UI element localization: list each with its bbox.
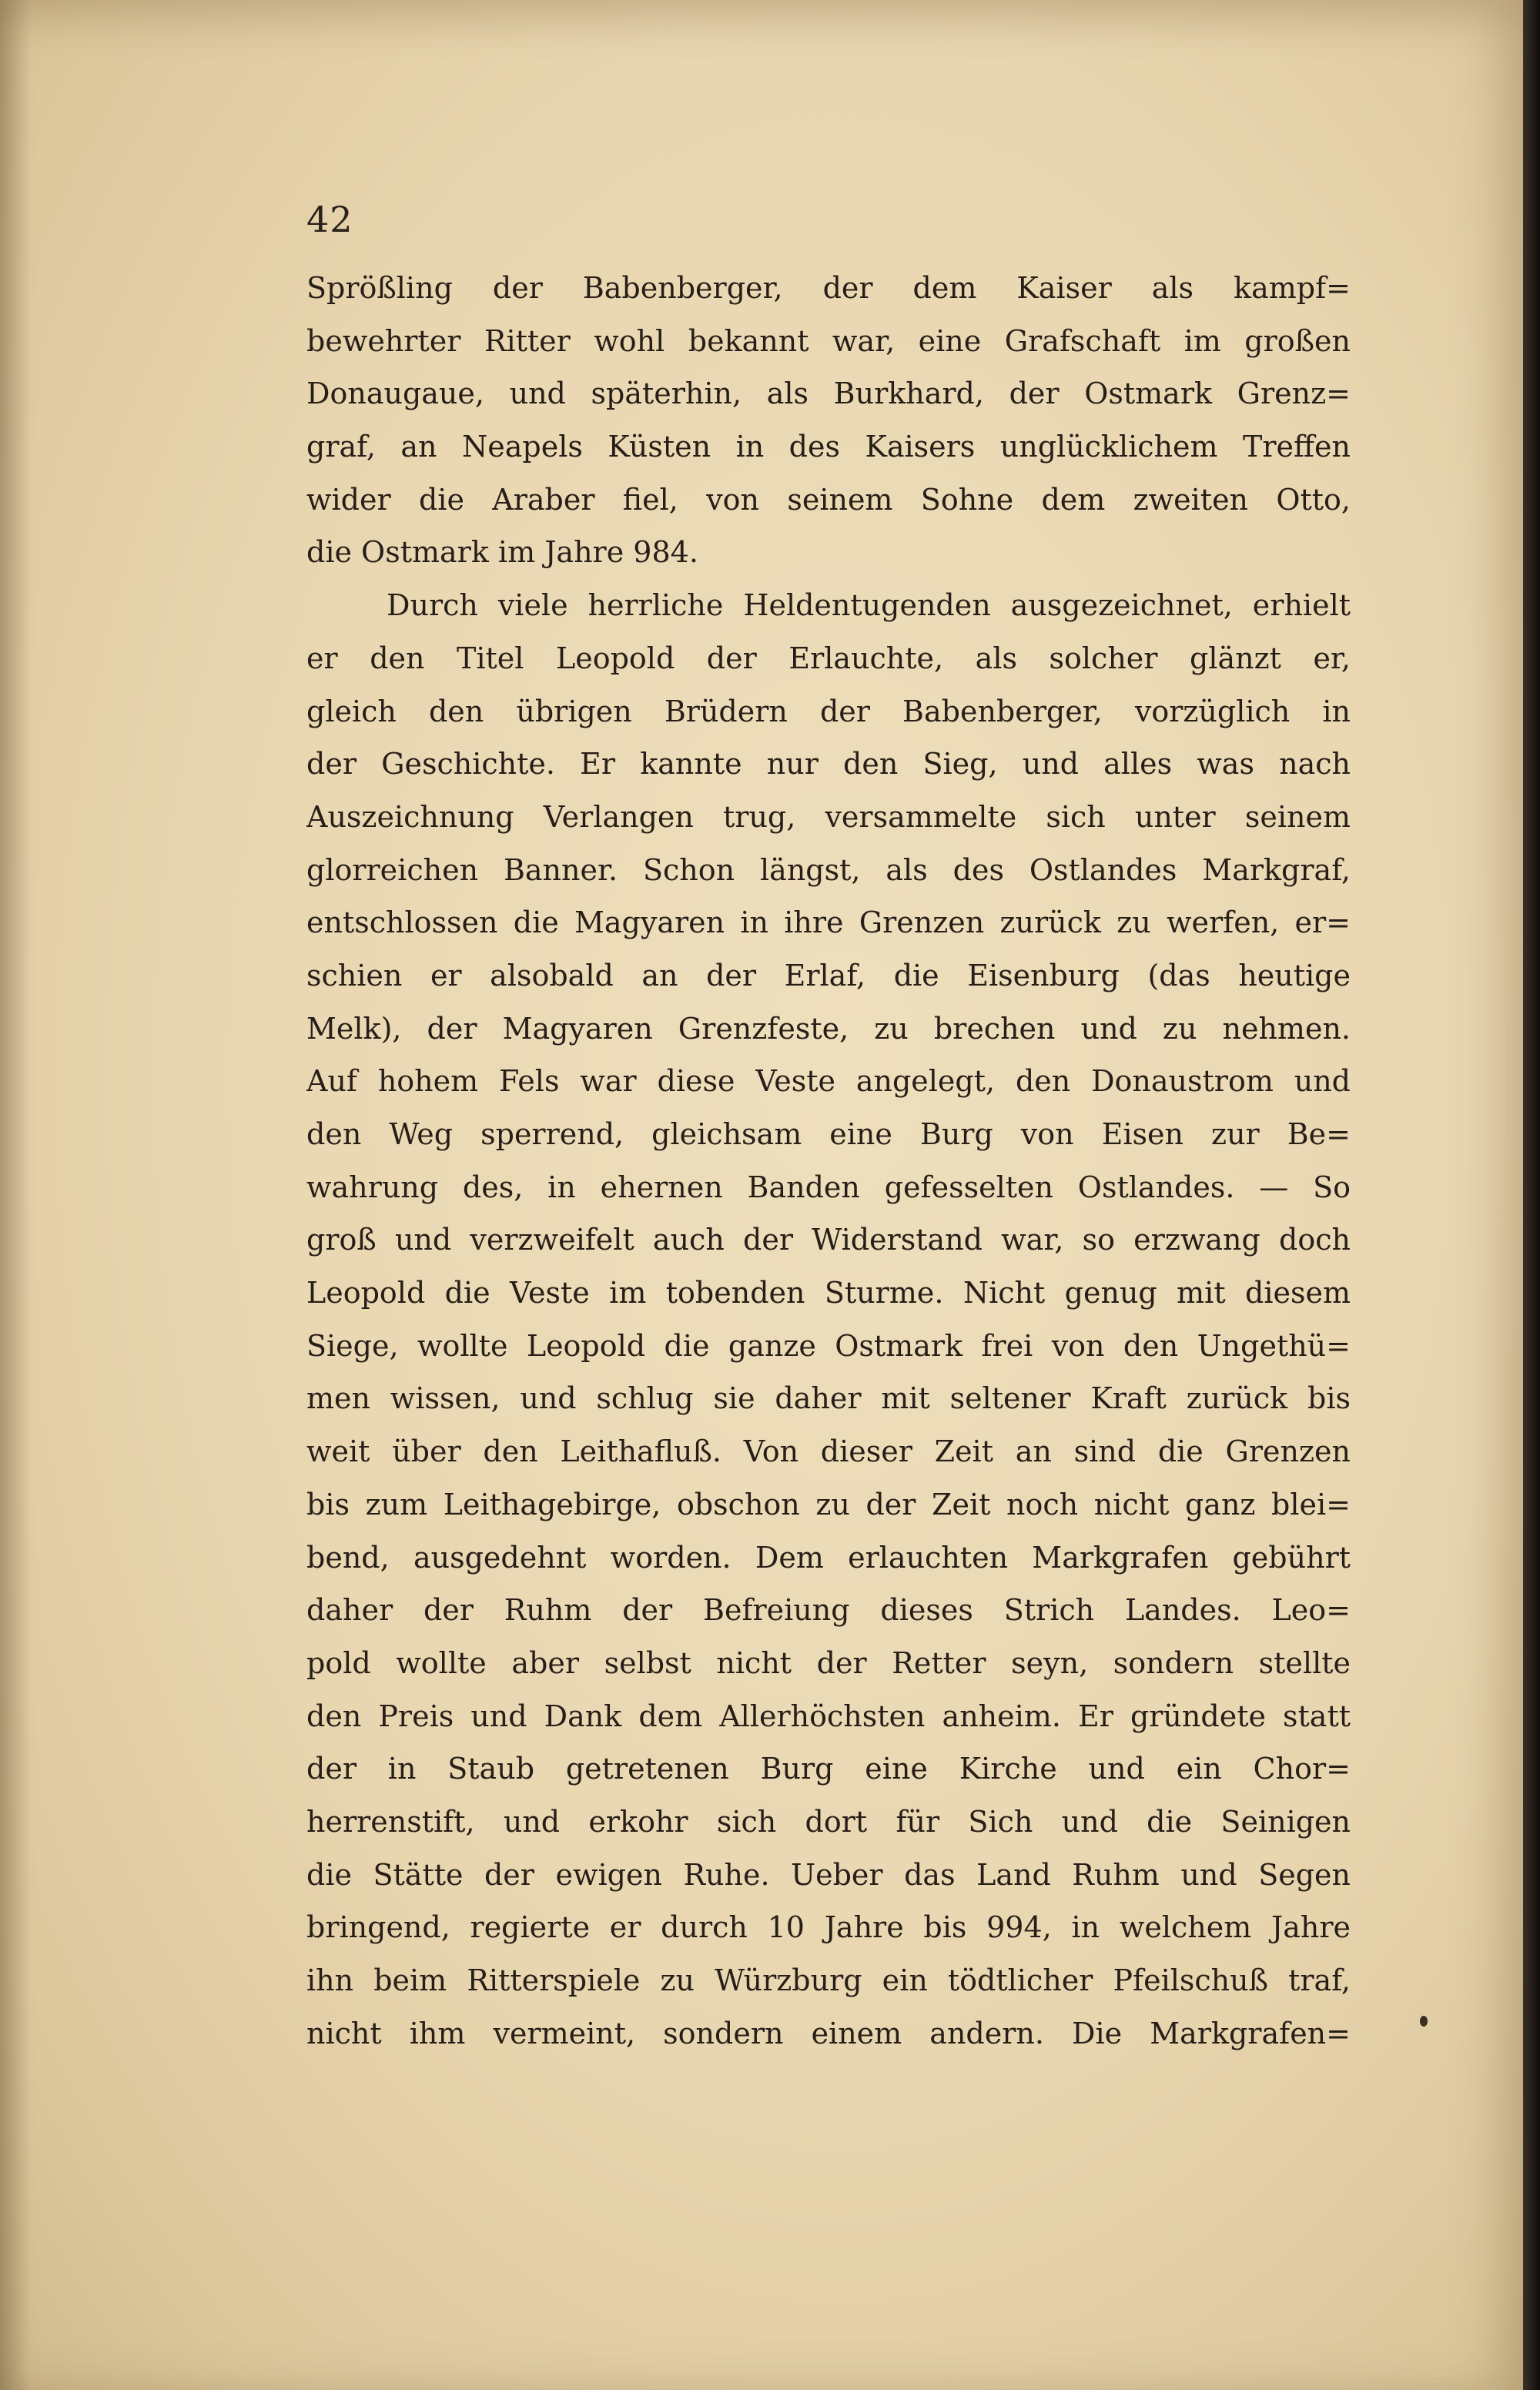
text-line-22: men wissen, und schlug sie daher mit seltener Kraft zurück bis bbox=[306, 1381, 1351, 1416]
text-line-26: daher der Ruhm der Befreiung dieses Strich Landes. Leo= bbox=[306, 1593, 1351, 1628]
text-line-20: Leopold die Veste im tobenden Sturme. Nicht genug mit diesem bbox=[306, 1276, 1351, 1310]
text-line-32: bringend, regierte er durch 10 Jahre bis 994, in welchem Jahre bbox=[306, 1910, 1351, 1945]
text-line-15: Melk), der Magyaren Grenzfeste, zu brechen und zu nehmen. bbox=[306, 1011, 1351, 1046]
text-line-31: die Stätte der ewigen Ruhe. Ueber das Land Ruhm und Segen bbox=[306, 1857, 1351, 1892]
text-line-16: Auf hohem Fels war diese Veste angelegt, den Donaustrom und bbox=[306, 1064, 1351, 1099]
text-line-19: groß und verzweifelt auch der Widerstand war, so erzwang doch bbox=[306, 1223, 1351, 1257]
body-text bbox=[306, 262, 1351, 2060]
text-line-33: ihn beim Ritterspiele zu Würzburg ein tödtlicher Pfeilschuß traf, bbox=[306, 1963, 1351, 1997]
page-gutter-shadow bbox=[0, 0, 31, 2390]
text-line-25: bend, ausgedehnt worden. Dem erlauchten Markgrafen gebührt bbox=[306, 1540, 1351, 1575]
page-edge-shadow bbox=[1523, 0, 1540, 2390]
text-line-29: der in Staub getretenen Burg eine Kirche und ein Chor= bbox=[306, 1752, 1351, 1786]
ink-speck bbox=[1420, 2016, 1428, 2027]
text-line-4: graf, an Neapels Küsten in des Kaisers unglücklichem Treffen bbox=[306, 430, 1351, 464]
text-line-2: bewehrter Ritter wohl bekannt war, eine Grafschaft im großen bbox=[306, 323, 1351, 358]
text-line-17: den Weg sperrend, gleichsam eine Burg von Eisen zur Be= bbox=[306, 1117, 1351, 1151]
text-line-23: weit über den Leithafluß. Von dieser Zeit an sind die Grenzen bbox=[306, 1434, 1351, 1469]
text-line-21: Siege, wollte Leopold die ganze Ostmark frei von den Ungethü= bbox=[306, 1328, 1351, 1363]
text-line-5: wider die Araber fiel, von seinem Sohne dem zweiten Otto, bbox=[306, 482, 1351, 517]
text-line-7: Durch viele herrliche Heldentugenden ausgezeichnet, erhielt bbox=[387, 588, 1351, 623]
page-number: 42 bbox=[306, 199, 353, 240]
text-line-14: schien er alsobald an der Erlaf, die Eisenburg (das heutige bbox=[306, 958, 1351, 992]
text-line-6: die Ostmark im Jahre 984. bbox=[306, 535, 698, 570]
text-line-9: gleich den übrigen Brüdern der Babenberger, vorzüglich in bbox=[306, 694, 1351, 728]
text-line-11: Auszeichnung Verlangen trug, versammelte sich unter seinem bbox=[306, 799, 1351, 834]
text-line-3: Donaugaue, und späterhin, als Burkhard, der Ostmark Grenz= bbox=[306, 377, 1351, 411]
text-line-24: bis zum Leithagebirge, obschon zu der Zeit noch nicht ganz blei= bbox=[306, 1487, 1351, 1521]
text-line-8: er den Titel Leopold der Erlauchte, als solcher glänzt er, bbox=[306, 641, 1351, 675]
text-line-34: nicht ihm vermeint, sondern einem andern. Die Markgrafen= bbox=[306, 2016, 1351, 2050]
text-line-1: Sprößling der Babenberger, der dem Kaiser als kampf= bbox=[306, 271, 1351, 305]
text-line-13: entschlossen die Magyaren in ihre Grenzen zurück zu werfen, er= bbox=[306, 905, 1351, 940]
text-line-12: glorreichen Banner. Schon längst, als des Ostlandes Markgraf, bbox=[306, 852, 1351, 887]
text-line-27: pold wollte aber selbst nicht der Retter seyn, sondern stellte bbox=[306, 1645, 1351, 1680]
text-line-30: herrenstift, und erkohr sich dort für Sich und die Seinigen bbox=[306, 1804, 1351, 1839]
text-line-28: den Preis und Dank dem Allerhöchsten anheim. Er gründete statt bbox=[306, 1699, 1351, 1733]
text-line-10: der Geschichte. Er kannte nur den Sieg, und alles was nach bbox=[306, 747, 1351, 782]
text-line-18: wahrung des, in ehernen Banden gefesselten Ostlandes. — So bbox=[306, 1170, 1351, 1204]
